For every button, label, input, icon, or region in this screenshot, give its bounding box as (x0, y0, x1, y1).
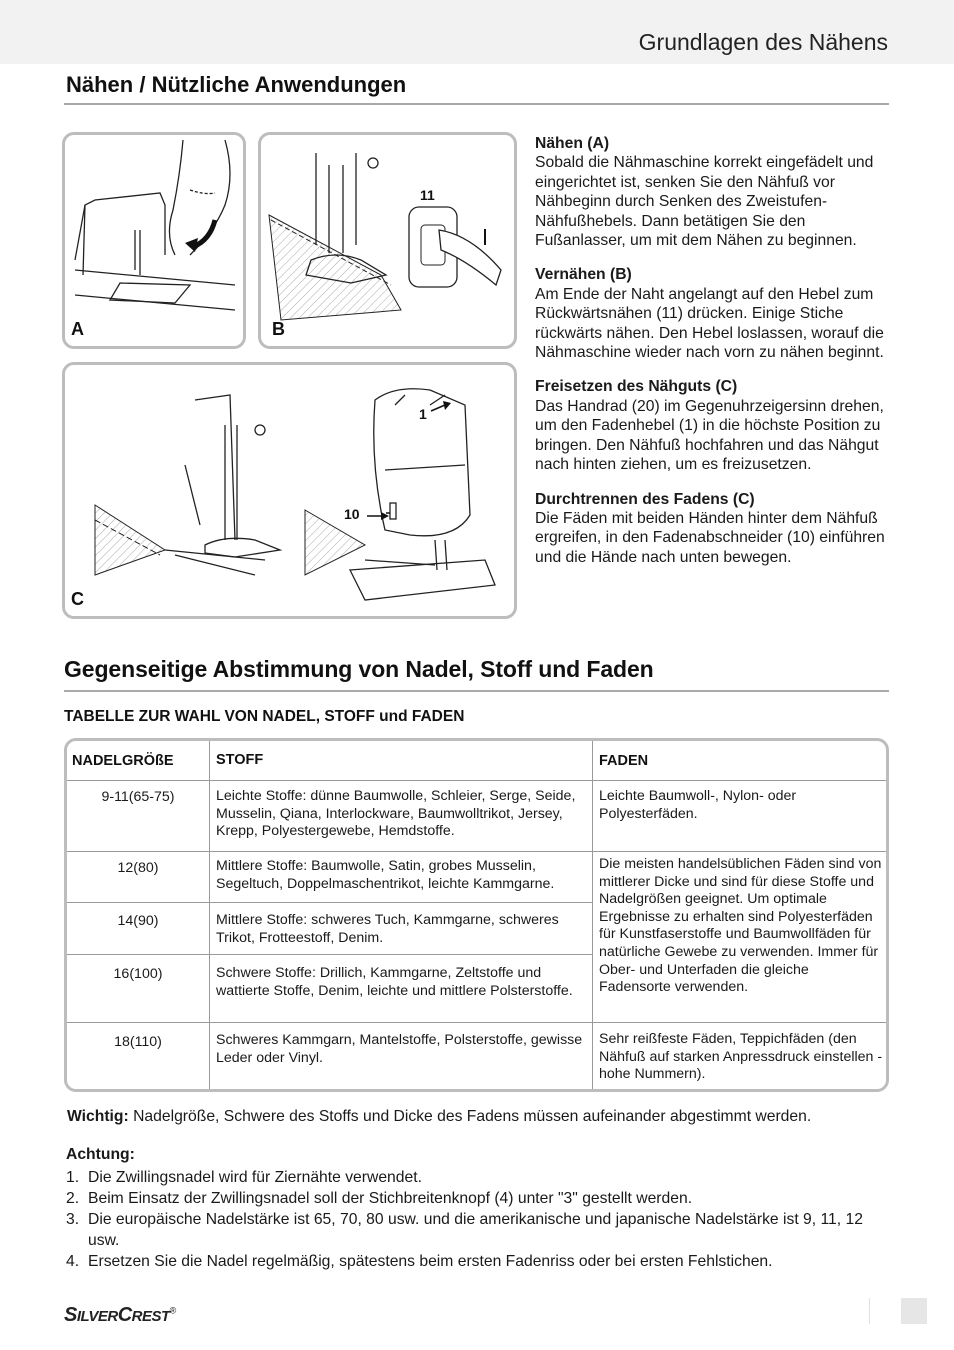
instructions-column (535, 134, 895, 582)
table-cell-thread: Die meisten handelsüblichen Fäden sind von mittlerer Dicke und sind für diese Stoffe und Nadelgrößen geeignet. Um optimale Ergebnisse zu erhalten sind Polyesterfäden für Kunstfaserstoffe und Baumwollfäden für natürliche Gewebe zu verwenden. Immer für Ober- und Unterfaden die gleiche Fadensorte verwenden. (599, 856, 882, 996)
page-marker-box (901, 1298, 927, 1324)
table-cell-size: 16(100) (113, 966, 163, 982)
table-cell-size: 14(90) (117, 913, 159, 929)
paragraph-text: Sobald die Nähmaschine korrekt eingefädelt und eingerichtet ist, senken Sie den Nähfuß vor Nähbeginn durch Senken des Zweistufen-Nähfußhebels. Dann betätigen Sie den Fußanlasser, um mit dem Nähen zu beginnen. (535, 154, 874, 250)
figure-b-illustration (261, 135, 514, 346)
section-rule (64, 103, 889, 105)
table-col-divider (592, 741, 593, 1089)
note-label: Wichtig: (67, 1108, 129, 1125)
table-cell-size: 12(80) (117, 860, 159, 876)
brand-logo: SILVERCREST® (64, 1304, 176, 1326)
table-cell-fabric: Mittlere Stoffe: schweres Tuch, Kammgarne, schweres Trikot, Frotteestoff, Denim. (216, 912, 559, 946)
paragraph-cut-thread (535, 490, 895, 568)
list-item: 4. Ersetzen Sie die Nadel regelmäßig, spätestens beim ersten Fadenriss oder bei ersten Fehlstichen. (66, 1252, 773, 1270)
paragraph-text: Die Fäden mit beiden Händen hinter dem Nähfuß ergreifen, in den Fadenabschneider (10) einführen und die Hände nach unten bewegen. (535, 509, 885, 566)
figure-b-letter: B (272, 319, 285, 339)
table-header-thread: FADEN (599, 753, 649, 769)
paragraph-title: Durchtrennen des Fadens (C) (535, 490, 755, 508)
important-note (67, 1108, 811, 1126)
paragraph-release (535, 377, 895, 474)
table-cell-fabric: Schweres Kammgarn, Mantelstoffe, Polsterstoffe, gewisse Leder oder Vinyl. (216, 1032, 583, 1066)
needle-table (64, 738, 889, 1092)
paragraph-backstitch (535, 265, 895, 362)
paragraph-sewing (535, 134, 895, 250)
paragraph-text: Das Handrad (20) im Gegenuhrzeigersinn drehen, um den Fadenhebel (1) in die höchste Position zu bringen. Den Nähfuß hochfahren und das Nähgut nach hinten ziehen, um es freizusetzen. (535, 397, 884, 474)
table-row-divider (67, 902, 592, 903)
table-caption: TABELLE ZUR WAHL VON NADEL, STOFF und FADEN (64, 708, 465, 725)
table-row-divider (67, 1022, 886, 1023)
section-rule (64, 690, 889, 692)
table-header-needle-size: NADELGRÖßE (72, 753, 174, 769)
figure-a-letter: A (71, 319, 84, 339)
figure-b-callout-11: 11 (420, 187, 435, 203)
figure-b (258, 132, 517, 349)
figure-a-illustration (65, 135, 243, 346)
list-item: 1. Die Zwillingsnadel wird für Ziernähte verwendet. (66, 1169, 422, 1186)
figure-a (62, 132, 246, 349)
page-marker-line (869, 1298, 870, 1324)
figure-c-callout-1: 1 (419, 406, 427, 422)
table-cell-size: 18(110) (114, 1034, 162, 1050)
attention-list (66, 1168, 896, 1273)
paragraph-title: Freisetzen des Nähguts (C) (535, 378, 738, 396)
table-col-divider (209, 741, 210, 1089)
chapter-title: Grundlagen des Nähens (638, 29, 888, 55)
figure-c-letter: C (71, 589, 84, 609)
attention-title: Achtung: (66, 1146, 135, 1163)
list-item: 3. Die europäische Nadelstärke ist 65, 70, 80 usw. und die amerikanische und japanische Nadelstärke ist 9, 11, 12 usw. (66, 1211, 863, 1249)
paragraph-title: Nähen (A) (535, 135, 610, 152)
figure-c-illustration (65, 365, 514, 616)
table-cell-size: 9-11(65-75) (101, 789, 175, 805)
table-row-divider (67, 780, 886, 781)
list-item: 2. Beim Einsatz der Zwillingsnadel soll der Stichbreitenknopf (4) unter "3" gestellt werden. (66, 1190, 693, 1208)
table-cell-fabric: Leichte Stoffe: dünne Baumwolle, Schleier, Serge, Seide, Musselin, Qiana, Interlockware, Baumwolltrikot, Jersey, Krepp, Polyestergewebe, Hemdstoffe. (216, 788, 576, 840)
figure-c (62, 362, 517, 619)
paragraph-title: Vernähen (B) (535, 266, 632, 284)
figure-c-callout-10: 10 (344, 506, 360, 522)
table-cell-thread: Leichte Baumwoll-, Nylon- oder Polyesterfäden. (599, 788, 797, 822)
section-title-sewing: Nähen / Nützliche Anwendungen (66, 72, 407, 97)
table-row-divider (67, 851, 886, 852)
table-cell-fabric: Schwere Stoffe: Drillich, Kammgarne, Zeltstoffe und wattierte Stoffe, Denim, leichte und mittlere Polsterstoffe. (216, 965, 573, 999)
table-header-fabric: STOFF (216, 752, 264, 768)
note-text: Nadelgröße, Schwere des Stoffs und Dicke des Fadens müssen aufeinander abgestimmt werden. (128, 1108, 812, 1125)
section-title-needle: Gegenseitige Abstimmung von Nadel, Stoff und Faden (64, 656, 654, 682)
paragraph-text: Am Ende der Naht angelangt auf den Hebel zum Rückwärtsnähen (11) drücken. Einige Stiche rückwärts nähen. Den Hebel loslassen, worauf die Nähmaschine wieder nach vorn zu nähen beginnt. (535, 285, 884, 362)
table-row-divider (67, 954, 592, 955)
table-cell-fabric: Mittlere Stoffe: Baumwolle, Satin, grobes Musselin, Segeltuch, Doppelmaschentrikot, leichte Kammgarne. (216, 858, 555, 892)
table-cell-thread: Sehr reißfeste Fäden, Teppichfäden (den Nähfuß auf starken Anpressdruck einstellen - hohe Nummern). (599, 1031, 883, 1083)
